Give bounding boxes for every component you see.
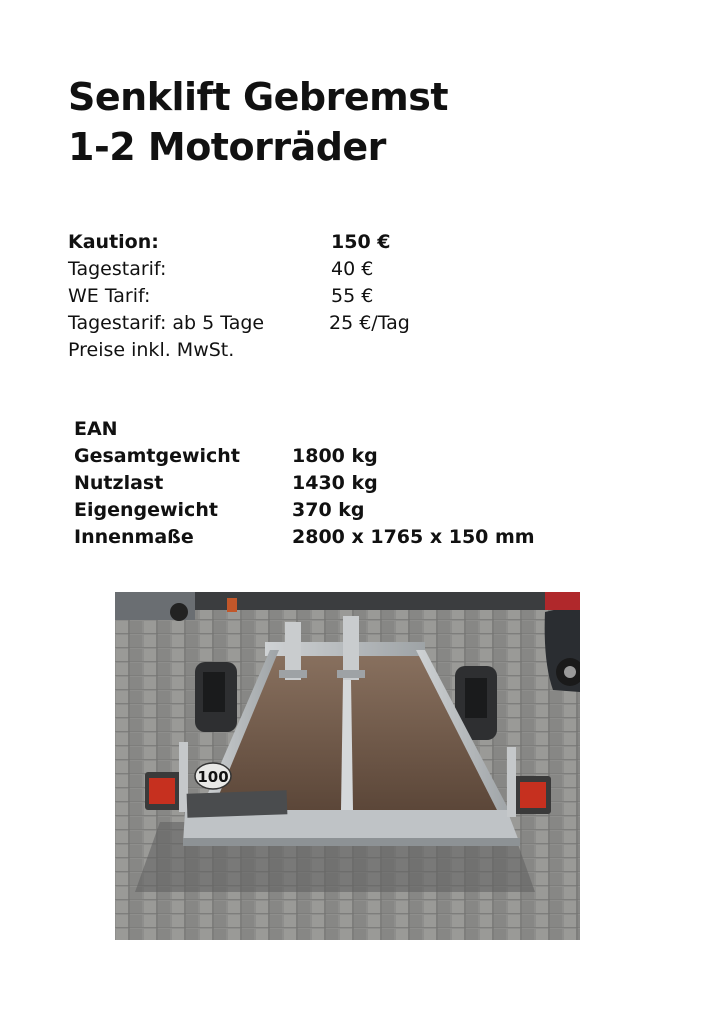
vat-note: Preise inkl. MwSt. <box>68 339 235 361</box>
spec-label: EAN <box>74 418 118 440</box>
trailer-photo <box>115 592 580 940</box>
price-value: 40 € <box>331 258 374 280</box>
page-title <box>68 72 448 172</box>
price-value: 55 € <box>331 285 374 307</box>
speed-sticker-text: 100 <box>197 768 229 786</box>
spec-value: 2800 x 1765 x 150 mm <box>292 526 535 548</box>
price-label: Tagestarif: <box>68 258 167 280</box>
spec-label: Eigengewicht <box>74 499 218 521</box>
price-label: Kaution: <box>68 231 159 253</box>
plate-holder <box>187 790 288 817</box>
spec-value: 1800 kg <box>292 445 378 467</box>
spec-value: 1430 kg <box>292 472 378 494</box>
spec-value: 370 kg <box>292 499 365 521</box>
price-value: 25 €/Tag <box>329 312 410 334</box>
spec-label: Gesamtgewicht <box>74 445 240 467</box>
price-value: 150 € <box>331 231 391 253</box>
title-line-2: 1-2 Motorräder <box>68 125 386 169</box>
price-label: WE Tarif: <box>68 285 151 307</box>
price-label: Tagestarif: ab 5 Tage <box>68 312 265 334</box>
trailer-illustration <box>115 592 580 940</box>
spec-label: Innenmaße <box>74 526 194 548</box>
spec-label: Nutzlast <box>74 472 164 494</box>
title-line-1: Senklift Gebremst <box>68 75 448 119</box>
